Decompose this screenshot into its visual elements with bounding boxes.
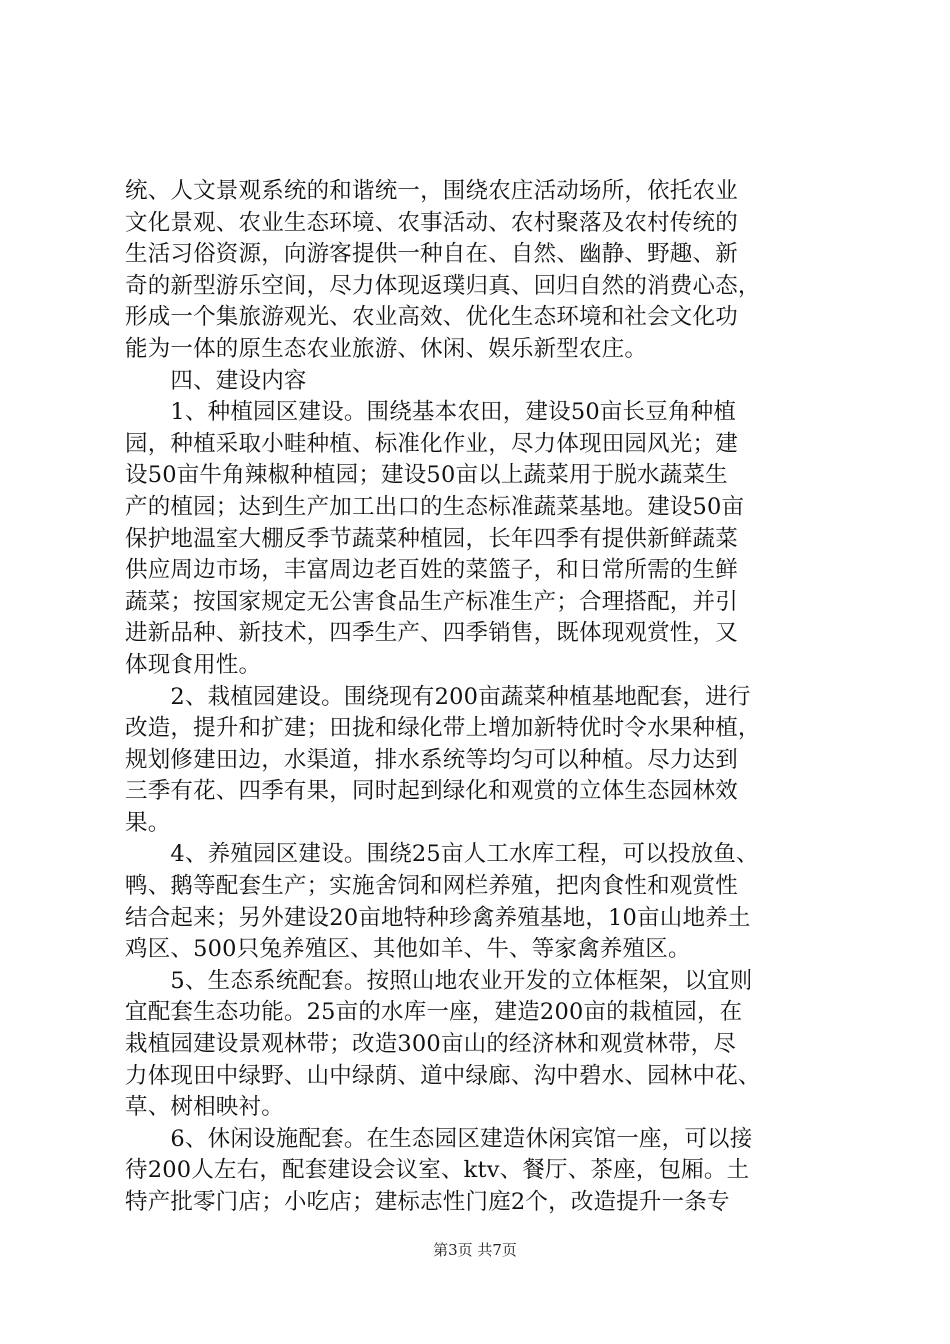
text-line: 草、树相映衬。	[125, 1094, 284, 1121]
text-line: 形成一个集旅游观光、农业高效、优化生态环境和社会文化功	[125, 304, 738, 331]
text-line: 统、人文景观系统的和谐统一，围绕农庄活动场所，依托农业	[125, 178, 738, 204]
text-line: 鸡区、500只兔养殖区、其他如羊、牛、等家禽养殖区。	[125, 936, 691, 963]
text-line: 待200人左右，配套建设会议室、ktv、餐厅、茶座，包厢。土	[125, 1157, 750, 1184]
text-line: 果。	[125, 809, 171, 836]
text-line: 宜配套生态功能。25亩的水库一座，建造200亩的栽植园，在	[125, 999, 743, 1026]
text-line: 2、栽植园建设。围绕现有200亩蔬菜种植基地配套，进行	[125, 683, 751, 710]
text-line: 蔬菜；按国家规定无公害食品生产标准生产；合理搭配，并引	[125, 588, 738, 615]
text-line: 设50亩牛角辣椒种植园；建设50亩以上蔬菜用于脱水蔬菜生	[125, 462, 728, 489]
text-line: 产的植园；达到生产加工出口的生态标准蔬菜基地。建设50亩	[125, 493, 745, 520]
text-line: 5、生态系统配套。按照山地农业开发的立体框架，以宜则	[125, 967, 753, 994]
text-line: 力体现田中绿野、山中绿荫、道中绿廊、沟中碧水、园林中花、	[125, 1062, 761, 1089]
document-body	[125, 176, 837, 1219]
text-line: 三季有花、四季有果，同时起到绿化和观赏的立体生态园林效	[125, 778, 738, 805]
text-line: 进新品种、新技术，四季生产、四季销售，既体现观赏性，又	[125, 620, 738, 647]
text-line: 4、养殖园区建设。围绕25亩人工水库工程，可以投放鱼、	[125, 841, 759, 868]
text-line: 规划修建田边，水渠道，排水系统等均匀可以种植。尽力达到	[125, 746, 738, 773]
text-line: 四、建设内容	[125, 367, 307, 394]
text-line: 供应周边市场，丰富周边老百姓的菜篮子，和日常所需的生鲜	[125, 557, 738, 584]
text-line: 文化景观、农业生态环境、农事活动、农村聚落及农村传统的	[125, 209, 738, 236]
text-line: 改造，提升和扩建；田拢和绿化带上增加新特优时令水果种植，	[125, 715, 761, 742]
text-line: 奇的新型游乐空间，尽力体现返璞归真、回归自然的消费心态，	[125, 272, 761, 299]
text-line: 1、种植园区建设。围绕基本农田，建设50亩长豆角种植	[125, 399, 737, 426]
text-line: 结合起来；另外建设20亩地特种珍禽养殖基地，10亩山地养土	[125, 904, 751, 931]
text-line: 能为一体的原生态农业旅游、休闲、娱乐新型农庄。	[125, 335, 648, 362]
text-line: 体现食用性。	[125, 651, 262, 678]
text-line: 栽植园建设景观林带；改造300亩山的经济林和观赏林带，尽	[125, 1031, 737, 1058]
text-line: 鸭、鹅等配套生产；实施舍饲和网栏养殖，把肉食性和观赏性	[125, 873, 738, 900]
text-line: 保护地温室大棚反季节蔬菜种植园，长年四季有提供新鲜蔬菜	[125, 525, 738, 552]
text-line: 6、休闲设施配套。在生态园区建造休闲宾馆一座，可以接	[125, 1125, 753, 1152]
text-line: 特产批零门店；小吃店；建标志性门庭2个，改造提升一条专	[125, 1189, 730, 1215]
text-line: 生活习俗资源，向游客提供一种自在、自然、幽静、野趣、新	[125, 241, 738, 268]
text-line: 园，种植采取小畦种植、标准化作业，尽力体现田园风光；建	[125, 430, 738, 457]
page-footer: 第3页 共7页	[433, 1241, 517, 1259]
